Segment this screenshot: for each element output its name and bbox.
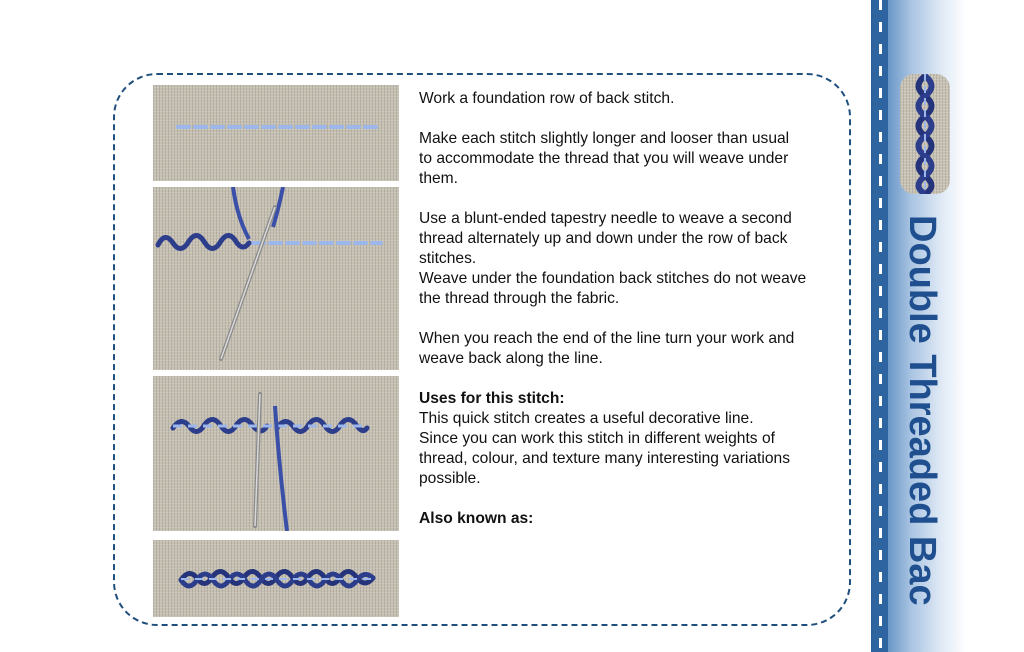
step-stitch-length: Make each stitch slightly longer and looser than usual to accommodate the thread that you will weave under them. <box>419 130 790 187</box>
aka-section <box>419 509 844 529</box>
sidebar-title: Double Threaded Bac <box>901 215 943 606</box>
sidebar-stitch-line <box>879 0 882 652</box>
step-foundation: Work a foundation row of back stitch. <box>419 90 675 107</box>
step-1-photo <box>153 85 399 181</box>
uses-section: Uses for this stitch: This quick stitch creates a useful decorative line. Since you can work this stitch in different weights of thread, colour, and texture many interesting variations possible. <box>419 389 844 489</box>
uses-heading: Uses for this stitch: <box>419 390 565 407</box>
sidebar-stitch-thumbnail <box>900 74 950 194</box>
aka-heading: Also known as: <box>419 510 534 527</box>
step-3-photo <box>153 376 399 531</box>
instruction-text <box>419 89 844 549</box>
step-weave: Use a blunt-ended tapestry needle to weave a second thread alternately up and down under the row of back stitches. Weave under the foundation back stitches do not weave the thread through the fabric. <box>419 210 807 307</box>
step-4-photo <box>153 540 399 617</box>
step-turn-work: When you reach the end of the line turn your work and weave back along the line. <box>419 330 795 367</box>
step-2-photo <box>153 187 399 370</box>
